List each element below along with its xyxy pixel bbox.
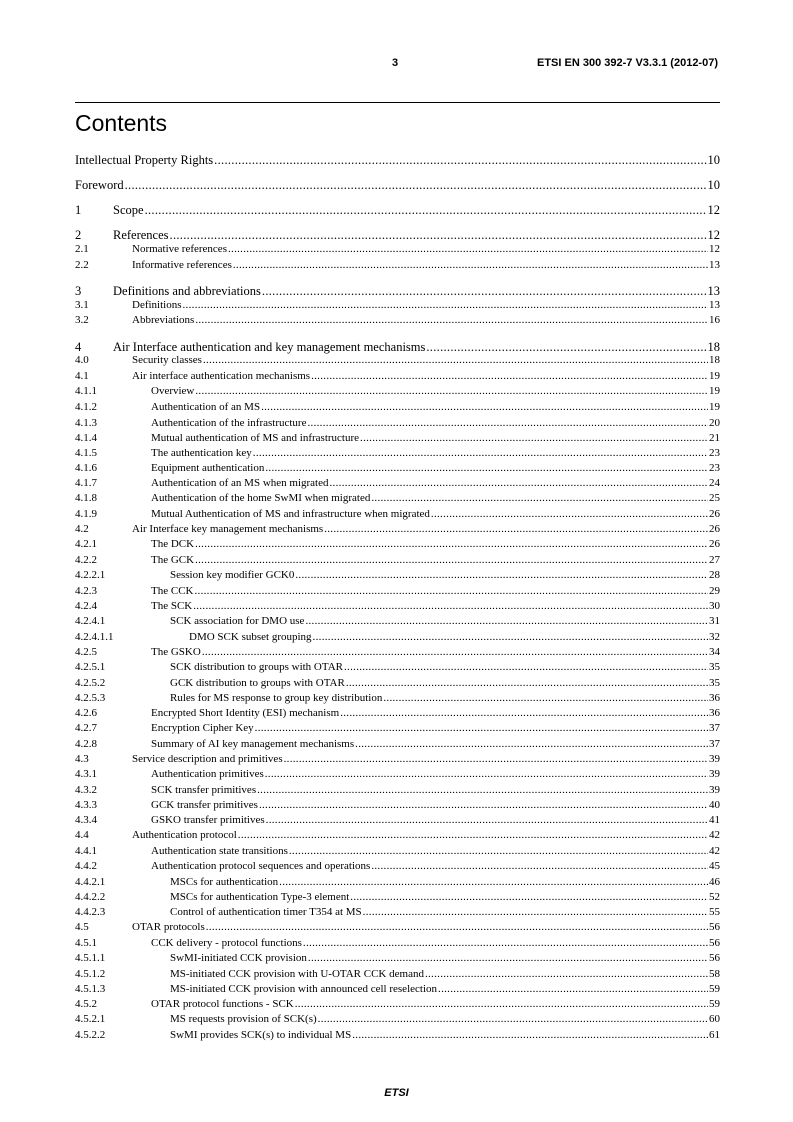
toc-entry-page: 35: [709, 677, 720, 689]
toc-entry-title: Authentication protocol sequences and operations: [151, 860, 371, 872]
toc-entry-number: 4.3.4: [75, 814, 97, 826]
toc-entry-title: Abbreviations: [132, 314, 195, 326]
toc-entry[interactable]: [75, 554, 720, 567]
toc-entry-page: 36: [709, 692, 720, 704]
toc-entry-page: 55: [709, 906, 720, 918]
toc-entry-page: 13: [709, 299, 720, 311]
toc-entry-number: 4.1.4: [75, 432, 97, 444]
toc-entry-page: 12: [707, 203, 720, 217]
toc-entry[interactable]: [75, 401, 720, 414]
toc-entry[interactable]: [75, 799, 720, 812]
toc-entry-title: Summary of AI key management mechanisms: [151, 738, 355, 750]
toc-entry-page: 34: [709, 646, 720, 658]
toc-dot-leader: [255, 722, 708, 735]
toc-entry-page: 26: [709, 523, 720, 535]
toc-entry-page: 36: [709, 707, 720, 719]
toc-dot-leader: [265, 462, 708, 475]
toc-entry[interactable]: [75, 538, 720, 551]
toc-entry-title: The CCK: [151, 585, 194, 597]
toc-entry[interactable]: [75, 177, 720, 193]
toc-entry-title: Mutual authentication of MS and infrastructure: [151, 432, 360, 444]
toc-entry[interactable]: [75, 876, 720, 889]
toc-entry-page: 19: [709, 401, 720, 413]
toc-entry-page: 12: [707, 228, 720, 242]
toc-entry[interactable]: [75, 385, 720, 398]
toc-entry-page: 20: [709, 417, 720, 429]
toc-dot-leader: [125, 177, 707, 193]
toc-entry-title: MS-initiated CCK provision with announced cell reselection: [170, 983, 438, 995]
toc-entry-title: OTAR protocol functions - SCK: [151, 998, 294, 1010]
toc-entry[interactable]: [75, 677, 720, 690]
toc-entry-number: 4.5.1.2: [75, 968, 106, 980]
toc-entry[interactable]: [75, 585, 720, 598]
toc-entry-number: 4.4.2.2: [75, 891, 106, 903]
toc-dot-leader: [383, 692, 708, 705]
toc-entry-title: Authentication of an MS: [151, 401, 261, 413]
toc-entry[interactable]: [75, 354, 720, 367]
toc-entry-number: 3.1: [75, 299, 89, 311]
toc-dot-leader: [259, 799, 708, 812]
toc-entry-number: 4.5.2.1: [75, 1013, 106, 1025]
toc-entry-page: 19: [709, 385, 720, 397]
toc-entry-number: 4.2.1: [75, 538, 97, 550]
toc-entry-title: Authentication of the home SwMI when migrated: [151, 492, 371, 504]
toc-entry[interactable]: [75, 492, 720, 505]
toc-entry-page: 52: [709, 891, 720, 903]
toc-entry-title: Authentication of the infrastructure: [151, 417, 307, 429]
toc-entry[interactable]: [75, 202, 720, 218]
toc-entry-number: 4.4.2: [75, 860, 97, 872]
toc-entry[interactable]: [75, 477, 720, 490]
toc-dot-leader: [261, 401, 708, 414]
toc-entry-title: Security classes: [132, 354, 202, 366]
toc-dot-leader: [371, 860, 708, 873]
toc-entry-number: 4: [75, 340, 82, 354]
toc-entry-title: Control of authentication timer T354 at MS: [170, 906, 362, 918]
toc-dot-leader: [426, 339, 706, 355]
toc-entry-page: 26: [709, 538, 720, 550]
toc-entry[interactable]: [75, 462, 720, 475]
toc-dot-leader: [206, 921, 708, 934]
toc-entry-page: 13: [707, 284, 720, 298]
page-title: Contents: [75, 110, 168, 136]
toc-entry-title: Normative references: [132, 243, 227, 255]
toc-entry[interactable]: [75, 631, 720, 644]
toc-dot-leader: [295, 998, 708, 1011]
toc-entry-title: The authentication key: [151, 447, 252, 459]
toc-entry[interactable]: [75, 753, 720, 766]
toc-entry-title: Encryption Cipher Key: [151, 722, 254, 734]
toc-entry-page: 60: [709, 1013, 720, 1025]
toc-entry-page: 56: [709, 937, 720, 949]
toc-entry-title: Overview: [151, 385, 195, 397]
toc-dot-leader: [195, 314, 708, 327]
toc-dot-leader: [194, 585, 708, 598]
toc-entry[interactable]: [75, 417, 720, 430]
toc-dot-leader: [203, 354, 708, 367]
toc-entry-page: 32: [709, 631, 720, 643]
toc-entry-page: 21: [709, 432, 720, 444]
toc-dot-leader: [425, 968, 708, 981]
toc-entry-page: 23: [709, 462, 720, 474]
toc-dot-leader: [307, 417, 708, 430]
toc-entry-title: SCK transfer primitives: [151, 784, 257, 796]
toc-entry-number: 4.5.1: [75, 937, 97, 949]
toc-dot-leader: [346, 677, 708, 690]
toc-entry[interactable]: [75, 569, 720, 582]
toc-entry-number: 4.2.6: [75, 707, 97, 719]
toc-entry-number: 4.2.8: [75, 738, 97, 750]
toc-dot-leader: [295, 569, 708, 582]
toc-entry[interactable]: [75, 906, 720, 919]
toc-entry-title: Scope: [113, 203, 144, 217]
toc-dot-leader: [340, 707, 708, 720]
toc-entry-number: 3: [75, 284, 82, 298]
toc-entry-number: 4.1.8: [75, 492, 97, 504]
toc-entry-title: Foreword: [75, 178, 124, 192]
toc-entry-title: MSCs for authentication Type-3 element: [170, 891, 350, 903]
toc-dot-leader: [371, 492, 708, 505]
page-number: 3: [392, 57, 399, 69]
toc-entry-number: 4.1.2: [75, 401, 97, 413]
toc-entry-title: The GCK: [151, 554, 195, 566]
toc-entry-title: Equipment authentication: [151, 462, 265, 474]
toc-entry-title: Authentication state transitions: [151, 845, 288, 857]
toc-entry-number: 4.5.1.3: [75, 983, 106, 995]
toc-entry-page: 24: [709, 477, 720, 489]
toc-entry-title: SCK distribution to groups with OTAR: [170, 661, 343, 673]
toc-entry-number: 3.2: [75, 314, 89, 326]
toc-entry[interactable]: [75, 1029, 720, 1042]
toc-dot-leader: [284, 753, 708, 766]
toc-entry-page: 26: [709, 508, 720, 520]
toc-entry[interactable]: [75, 646, 720, 659]
toc-dot-leader: [289, 845, 708, 858]
toc-entry-page: 56: [709, 921, 720, 933]
toc-entry-number: 4.3.2: [75, 784, 97, 796]
toc-entry-number: 4.1.1: [75, 385, 97, 397]
toc-entry-page: 56: [709, 952, 720, 964]
toc-entry-number: 4.1.6: [75, 462, 97, 474]
toc-entry[interactable]: [75, 447, 720, 460]
toc-entry[interactable]: [75, 983, 720, 996]
toc-entry-number: 4.5: [75, 921, 89, 933]
toc-entry[interactable]: [75, 784, 720, 797]
toc-entry[interactable]: [75, 845, 720, 858]
toc-entry-page: 39: [709, 784, 720, 796]
toc-entry-title: Mutual Authentication of MS and infrastructure when migrated: [151, 508, 430, 520]
toc-entry-title: CCK delivery - protocol functions: [151, 937, 302, 949]
toc-entry-number: 4.2.4: [75, 600, 97, 612]
toc-entry-number: 2.1: [75, 243, 89, 255]
toc-entry-page: 46: [709, 876, 720, 888]
toc-entry[interactable]: [75, 921, 720, 934]
toc-entry-number: 1: [75, 203, 82, 217]
toc-entry-number: 4.1: [75, 370, 89, 382]
toc-dot-leader: [330, 477, 709, 490]
toc-entry-title: GSKO transfer primitives: [151, 814, 265, 826]
toc-entry-page: 16: [709, 314, 720, 326]
toc-entry-number: 4.1.9: [75, 508, 97, 520]
toc-entry-number: 4.2.4.1.1: [75, 631, 114, 643]
toc-dot-leader: [253, 447, 708, 460]
toc-dot-leader: [193, 600, 708, 613]
toc-entry-number: 4.2.2: [75, 554, 97, 566]
toc-dot-leader: [202, 646, 708, 659]
toc-entry-page: 27: [709, 554, 720, 566]
toc-entry[interactable]: [75, 523, 720, 536]
toc-entry[interactable]: [75, 829, 720, 842]
toc-entry-title: Definitions: [132, 299, 182, 311]
toc-entry-title: Informative references: [132, 259, 232, 271]
toc-dot-leader: [238, 829, 708, 842]
toc-entry-title: DMO SCK subset grouping: [189, 631, 312, 643]
toc-entry-page: 42: [709, 845, 720, 857]
toc-entry-page: 59: [709, 983, 720, 995]
toc-entry-title: OTAR protocols: [132, 921, 205, 933]
toc-entry-title: Session key modifier GCK0: [170, 569, 295, 581]
toc-entry-number: 4.4: [75, 829, 89, 841]
toc-entry-page: 28: [709, 569, 720, 581]
toc-dot-leader: [214, 152, 706, 168]
toc-entry-page: 37: [709, 738, 720, 750]
toc-entry-page: 58: [709, 968, 720, 980]
toc-entry-title: Service description and primitives: [132, 753, 283, 765]
toc-dot-leader: [228, 243, 708, 256]
toc-entry-page: 10: [707, 178, 720, 192]
toc-entry-title: The SCK: [151, 600, 193, 612]
toc-entry[interactable]: [75, 1013, 720, 1026]
toc-entry-title: Definitions and abbreviations: [113, 284, 261, 298]
toc-entry-title: GCK transfer primitives: [151, 799, 258, 811]
toc-entry[interactable]: [75, 738, 720, 751]
toc-entry[interactable]: [75, 768, 720, 781]
header-rule: [75, 102, 720, 103]
toc-entry[interactable]: [75, 259, 720, 272]
toc-entry-page: 10: [707, 153, 720, 167]
toc-entry-number: 4.2.7: [75, 722, 97, 734]
toc-dot-leader: [303, 937, 708, 950]
toc-entry-number: 4.1.3: [75, 417, 97, 429]
toc-dot-leader: [313, 631, 708, 644]
toc-dot-leader: [170, 227, 707, 243]
toc-entry[interactable]: [75, 339, 720, 355]
toc-entry-number: 2: [75, 228, 82, 242]
footer-logo-text: ETSI: [384, 1087, 409, 1099]
toc-entry[interactable]: [75, 692, 720, 705]
toc-entry-title: SwMI-initiated CCK provision: [170, 952, 307, 964]
toc-dot-leader: [311, 370, 708, 383]
toc-dot-leader: [350, 891, 708, 904]
toc-entry-number: 4.0: [75, 354, 89, 366]
toc-entry-page: 42: [709, 829, 720, 841]
toc-dot-leader: [233, 259, 708, 272]
toc-entry-number: 4.4.1: [75, 845, 97, 857]
toc-entry-title: Air Interface authentication and key management mechanisms: [113, 340, 426, 354]
toc-dot-leader: [195, 385, 708, 398]
toc-entry-page: 19: [709, 370, 720, 382]
toc-entry-title: The GSKO: [151, 646, 201, 658]
toc-entry-number: 4.1.5: [75, 447, 97, 459]
toc-dot-leader: [308, 952, 708, 965]
toc-entry[interactable]: [75, 661, 720, 674]
toc-entry[interactable]: [75, 722, 720, 735]
toc-entry-page: 61: [709, 1029, 720, 1041]
toc-entry-title: Air Interface key management mechanisms: [132, 523, 324, 535]
toc-entry-page: 39: [709, 768, 720, 780]
toc-dot-leader: [265, 768, 708, 781]
toc-entry-page: 23: [709, 447, 720, 459]
toc-entry-title: Rules for MS response to group key distribution: [170, 692, 383, 704]
toc-entry[interactable]: [75, 937, 720, 950]
toc-dot-leader: [431, 508, 708, 521]
toc-entry[interactable]: [75, 891, 720, 904]
toc-entry[interactable]: [75, 860, 720, 873]
toc-entry-page: 25: [709, 492, 720, 504]
toc-entry-page: 39: [709, 753, 720, 765]
toc-entry-title: MSCs for authentication: [170, 876, 279, 888]
toc-entry[interactable]: [75, 952, 720, 965]
toc-dot-leader: [266, 814, 708, 827]
toc-entry-number: 4.2.2.1: [75, 569, 106, 581]
toc-entry-title: SCK association for DMO use: [170, 615, 305, 627]
toc-entry-page: 18: [707, 340, 720, 354]
toc-entry-title: Encrypted Short Identity (ESI) mechanism: [151, 707, 340, 719]
toc-entry[interactable]: [75, 227, 720, 243]
document-id: ETSI EN 300 392-7 V3.3.1 (2012-07): [537, 57, 718, 69]
toc-entry-title: GCK distribution to groups with OTAR: [170, 677, 345, 689]
toc-entry-number: 4.2: [75, 523, 89, 535]
toc-entry-page: 12: [709, 243, 720, 255]
toc-dot-leader: [279, 876, 708, 889]
toc-entry-page: 31: [709, 615, 720, 627]
toc-entry-page: 29: [709, 585, 720, 597]
toc-entry-number: 4.3: [75, 753, 89, 765]
toc-entry-title: MS requests provision of SCK(s): [170, 1013, 317, 1025]
toc-dot-leader: [195, 538, 708, 551]
toc-entry-number: 4.2.3: [75, 585, 97, 597]
toc-entry-number: 4.1.7: [75, 477, 97, 489]
toc-entry-page: 18: [709, 354, 720, 366]
toc-entry-title: MS-initiated CCK provision with U-OTAR CCK demand: [170, 968, 424, 980]
toc-dot-leader: [305, 615, 708, 628]
toc-entry-number: 4.2.5.1: [75, 661, 106, 673]
toc-entry-number: 4.5.1.1: [75, 952, 106, 964]
toc-entry-title: Authentication protocol: [132, 829, 237, 841]
toc-entry[interactable]: [75, 968, 720, 981]
toc-entry-page: 37: [709, 722, 720, 734]
toc-dot-leader: [355, 738, 708, 751]
toc-entry[interactable]: [75, 600, 720, 613]
toc-entry-number: 2.2: [75, 259, 89, 271]
toc-dot-leader: [318, 1013, 708, 1026]
toc-entry[interactable]: [75, 707, 720, 720]
toc-entry-page: 35: [709, 661, 720, 673]
toc-entry[interactable]: [75, 283, 720, 299]
toc-dot-leader: [352, 1029, 708, 1042]
toc-entry[interactable]: [75, 314, 720, 327]
toc-entry-number: 4.2.5: [75, 646, 97, 658]
toc-entry-number: 4.4.2.3: [75, 906, 106, 918]
toc-entry-title: References: [113, 228, 169, 242]
toc-entry-number: 4.2.5.3: [75, 692, 106, 704]
toc-entry-page: 59: [709, 998, 720, 1010]
toc-entry-number: 4.4.2.1: [75, 876, 106, 888]
toc-entry-number: 4.2.4.1: [75, 615, 106, 627]
toc-entry[interactable]: [75, 615, 720, 628]
toc-entry-page: 40: [709, 799, 720, 811]
toc-entry[interactable]: [75, 243, 720, 256]
toc-entry-number: 4.2.5.2: [75, 677, 106, 689]
toc-entry-page: 45: [709, 860, 720, 872]
toc-entry[interactable]: [75, 814, 720, 827]
toc-entry-title: SwMI provides SCK(s) to individual MS: [170, 1029, 352, 1041]
toc-dot-leader: [145, 202, 707, 218]
toc-dot-leader: [262, 283, 707, 299]
toc-entry[interactable]: [75, 152, 720, 168]
toc-entry[interactable]: [75, 370, 720, 383]
toc-entry-number: 4.5.2.2: [75, 1029, 106, 1041]
toc-entry-title: Air interface authentication mechanisms: [132, 370, 311, 382]
toc-entry-title: The DCK: [151, 538, 195, 550]
toc-entry-page: 13: [709, 259, 720, 271]
toc-entry-title: Authentication primitives: [151, 768, 264, 780]
toc-entry-title: Authentication of an MS when migrated: [151, 477, 329, 489]
toc-dot-leader: [344, 661, 708, 674]
toc-dot-leader: [438, 983, 708, 996]
toc-entry-title: Intellectual Property Rights: [75, 153, 214, 167]
toc-dot-leader: [195, 554, 708, 567]
toc-dot-leader: [363, 906, 708, 919]
toc-dot-leader: [324, 523, 708, 536]
toc-entry[interactable]: [75, 508, 720, 521]
toc-dot-leader: [360, 432, 708, 445]
toc-entry[interactable]: [75, 299, 720, 312]
toc-dot-leader: [257, 784, 708, 797]
toc-entry-number: 4.3.3: [75, 799, 97, 811]
toc-entry[interactable]: [75, 432, 720, 445]
toc-entry-page: 30: [709, 600, 720, 612]
toc-entry-page: 41: [709, 814, 720, 826]
toc-entry[interactable]: [75, 998, 720, 1011]
toc-entry-number: 4.5.2: [75, 998, 97, 1010]
toc-entry-number: 4.3.1: [75, 768, 97, 780]
toc-dot-leader: [183, 299, 709, 312]
